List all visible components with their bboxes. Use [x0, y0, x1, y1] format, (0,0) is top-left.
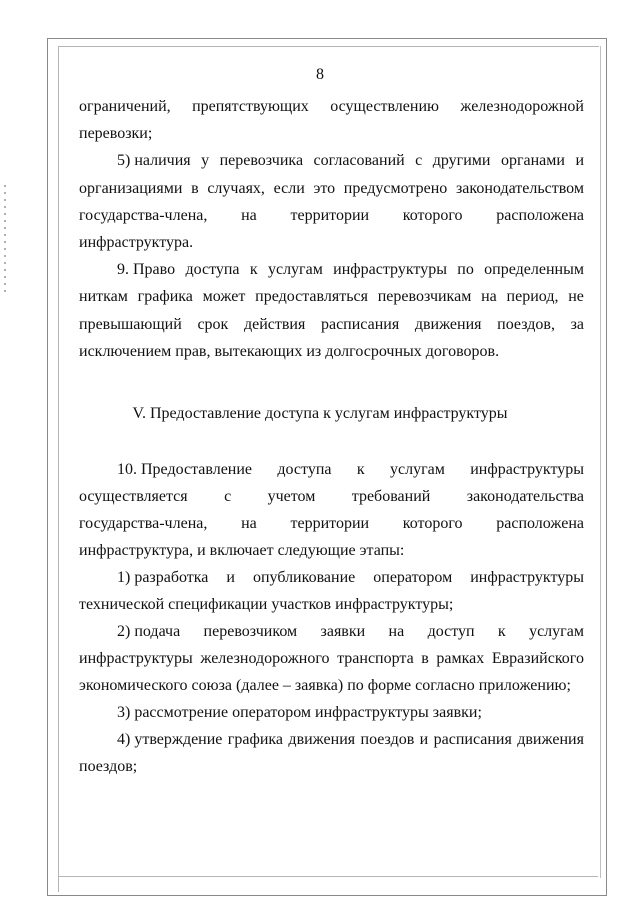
text-line — [117, 567, 584, 589]
word: действия — [243, 315, 306, 333]
word: осуществляется — [79, 488, 188, 505]
word: случаях, — [207, 179, 265, 197]
word: услугам — [529, 623, 584, 640]
word: доступа — [185, 261, 240, 279]
word: доступ — [427, 623, 475, 640]
word: на — [241, 515, 257, 532]
word: расположена — [496, 515, 584, 532]
word: поездов, — [497, 315, 555, 333]
word: 5) наличия — [117, 152, 191, 170]
text-line — [79, 513, 584, 535]
word: органами — [500, 152, 565, 170]
word: инфраструктуры — [470, 569, 584, 586]
word: не — [568, 288, 584, 306]
text-line — [117, 621, 584, 643]
word: законодательства — [466, 488, 584, 505]
word: в — [421, 650, 429, 667]
text-line — [117, 259, 584, 281]
word: на — [388, 623, 405, 640]
word: государства-члена, — [79, 206, 208, 224]
word: препятствующих — [192, 98, 309, 115]
word: 2) подача — [117, 623, 181, 640]
word: период, — [506, 288, 559, 306]
word: инфраструктуры — [470, 461, 584, 478]
word: к — [356, 461, 365, 478]
text-line — [117, 459, 584, 481]
word: с — [224, 488, 232, 505]
word: движения — [517, 731, 584, 748]
word: 9. Право — [117, 261, 176, 279]
word: к — [249, 261, 258, 279]
text-line — [117, 729, 584, 751]
word: поездов — [360, 731, 415, 748]
word: и — [226, 569, 235, 586]
text-line — [79, 648, 584, 670]
word: опубликование — [252, 569, 356, 586]
text-line: экономического союза (далее – заявка) по форме согласно приложению; — [79, 677, 571, 694]
margin-marks — [4, 185, 6, 295]
word: перевозчикам — [377, 288, 472, 306]
word: по — [457, 261, 474, 279]
word: инфраструктуры — [333, 261, 447, 279]
word: доступа — [277, 461, 332, 478]
word: рамках — [436, 650, 485, 667]
word: учетом — [267, 488, 316, 505]
word: железнодорожного — [200, 650, 330, 667]
word: графика — [137, 288, 193, 306]
word: осуществлению — [330, 98, 439, 115]
word: инфраструктуры — [79, 650, 193, 667]
text-line — [79, 486, 584, 508]
word: услугам — [389, 461, 445, 478]
text-line: инфраструктура. — [79, 234, 194, 251]
word: расположена — [496, 206, 584, 224]
word: предоставляться — [255, 288, 368, 306]
word: законодательством — [455, 179, 584, 197]
word: графика — [227, 731, 284, 748]
word: ниткам — [79, 288, 128, 306]
section-heading: V. Предоставление доступа к услугам инфраструктуры — [132, 405, 508, 422]
text-line — [79, 314, 584, 336]
word: перевозчиком — [203, 623, 298, 640]
word: государства-члена, — [79, 515, 208, 532]
word: 10. Предоставление — [117, 461, 253, 478]
text-line — [79, 178, 584, 200]
word: на — [481, 288, 497, 306]
word: может — [202, 288, 246, 306]
word: срок — [197, 315, 229, 333]
word: с — [415, 152, 423, 170]
text-line: технической спецификации участков инфраструктуры; — [79, 596, 454, 613]
word: на — [241, 206, 257, 224]
word: которого — [402, 515, 463, 532]
word: и — [419, 731, 429, 748]
word: оператором — [373, 569, 453, 586]
word: требований — [351, 488, 431, 505]
page-frame-right — [600, 46, 601, 878]
word: заявки — [320, 623, 366, 640]
word: за — [570, 315, 584, 333]
text-line: поездов; — [79, 758, 138, 775]
text-line — [79, 286, 584, 308]
word: это — [313, 179, 336, 197]
word: движения — [288, 731, 356, 748]
word: движения — [414, 315, 482, 333]
word: 4) утверждение — [117, 731, 223, 748]
word: определенным — [484, 261, 584, 279]
word: которого — [402, 206, 463, 224]
text-line: исключением прав, вытекающих из долгосрочных договоров. — [79, 342, 500, 360]
word: железнодорожной — [460, 98, 584, 115]
word: расписания — [320, 315, 400, 333]
word: превышающий — [79, 315, 182, 333]
text-line: перевозки; — [79, 125, 153, 143]
text-line: инфраструктура, и включает следующие этапы: — [79, 542, 405, 559]
word: ограничений, — [79, 98, 171, 115]
word: в — [191, 179, 199, 197]
word: территории — [290, 206, 370, 224]
word: Евразийского — [491, 650, 584, 667]
word: и — [575, 152, 584, 170]
word: перевозчика — [219, 152, 304, 170]
word: к — [497, 623, 506, 640]
word: территории — [290, 515, 370, 532]
word: транспорта — [337, 650, 414, 667]
text-line — [79, 96, 584, 118]
word: организациями — [79, 179, 183, 197]
word: если — [273, 179, 305, 197]
word: услугам — [267, 261, 323, 279]
word: другими — [432, 152, 491, 170]
page-number: 8 — [316, 66, 324, 83]
word: 1) разработка — [117, 569, 209, 586]
word: согласований — [313, 152, 405, 170]
text-line — [117, 150, 584, 172]
word: расписания — [433, 731, 512, 748]
text-line: 3) рассмотрение оператором инфраструктуры заявки; — [117, 704, 482, 721]
text-line — [79, 205, 584, 227]
page-frame-bottom — [58, 876, 598, 877]
word: у — [201, 152, 210, 170]
word: предусмотрено — [343, 179, 448, 197]
